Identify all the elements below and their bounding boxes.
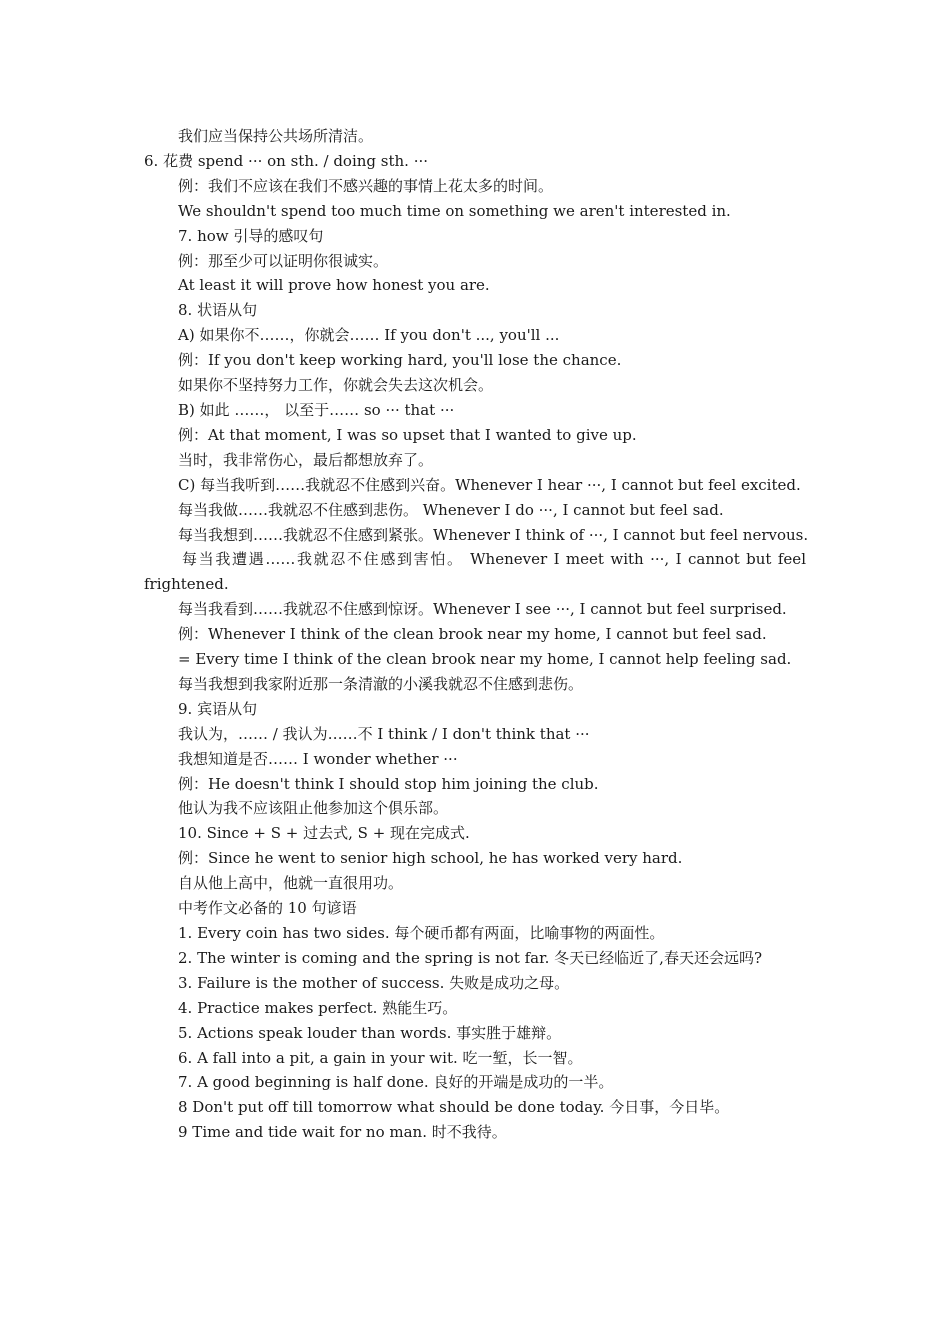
text-line: 每当我看到……我就忍不住感到惊讶。Whenever I see ···, I cannot but feel surprised.	[178, 600, 787, 619]
text-line: 6. 花费 spend ··· on sth. / doing sth. ···	[144, 151, 429, 170]
text-line: 6. A fall into a pit, a gain in your wit. 吃一堑，长一智。	[178, 1048, 583, 1067]
text-line: 3. Failure is the mother of success. 失败是成功之母。	[178, 973, 570, 992]
text-line: 我认为，…… / 我认为……不 I think / I don't think that ···	[178, 724, 590, 743]
text-line: 我们应当保持公共场所清洁。	[178, 127, 374, 145]
text-line: 9. 宾语从句	[178, 699, 258, 718]
text-line: 例：那至少可以证明你很诚实。	[178, 251, 389, 270]
text-line: 4. Practice makes perfect. 熟能生巧。	[178, 998, 458, 1017]
text-line: 8. 状语从句	[178, 301, 258, 320]
text-line: 7. A good beginning is half done. 良好的开端是成功的一半。	[178, 1073, 614, 1092]
text-line: 8 Don't put off till tomorrow what should be done today. 今日事，今日毕。	[178, 1098, 730, 1117]
text-line: 9 Time and tide wait for no man. 时不我待。	[178, 1123, 507, 1142]
text-line: At least it will prove how honest you are.	[178, 276, 490, 295]
text-line: 自从他上高中，他就一直很用功。	[178, 874, 404, 893]
text-line: 1. Every coin has two sides. 每个硬币都有两面，比喻事物的两面性。	[178, 924, 665, 942]
text-line: 例：Whenever I think of the clean brook near my home, I cannot but feel sad.	[178, 625, 767, 644]
text-line: 如果你不坚持努力工作，你就会失去这次机会。	[178, 376, 494, 395]
text-line: 每当我做……我就忍不住感到悲伤。 Whenever I do ···, I cannot but feel sad.	[178, 500, 724, 519]
text-line: C) 每当我听到……我就忍不住感到兴奋。Whenever I hear ···, I cannot but feel excited.	[178, 475, 801, 494]
text-line: 中考作文必备的 10 句谚语	[178, 899, 357, 918]
text-line: 2. The winter is coming and the spring is not far. 冬天已经临近了,春天还会远吗?	[178, 948, 762, 967]
text-line: 例：At that moment, I was so upset that I wanted to give up.	[178, 425, 637, 444]
text-line: B) 如此 ……， 以至于…… so ··· that ···	[178, 400, 455, 419]
text-line: 他认为我不应该阻止他参加这个俱乐部。	[178, 799, 449, 818]
text-line: = Every time I think of the clean brook near my home, I cannot help feeling sad.	[178, 650, 792, 669]
text-line: A) 如果你不……，你就会…… If you don't ..., you'll ...	[178, 326, 560, 345]
document-body	[144, 124, 809, 1145]
text-line: 我想知道是否…… I wonder whether ···	[178, 749, 458, 768]
text-line: 7. how 引导的感叹句	[178, 226, 324, 245]
text-line: 5. Actions speak louder than words. 事实胜于雄辩。	[178, 1023, 562, 1042]
text-line: 每当我遭遇……我就忍不住感到害怕。 Whenever I meet with ···, I cannot but feel frightened.	[144, 550, 806, 594]
text-line: We shouldn't spend too much time on something we aren't interested in.	[178, 201, 731, 220]
text-line: 例：He doesn't think I should stop him joining the club.	[178, 774, 599, 793]
text-line: 每当我想到我家附近那一条清澈的小溪我就忍不住感到悲伤。	[178, 674, 584, 693]
text-line: 例：我们不应该在我们不感兴趣的事情上花太多的时间。	[178, 176, 554, 195]
text-line: 每当我想到……我就忍不住感到紧张。Whenever I think of ···, I cannot but feel nervous.	[178, 525, 809, 544]
text-line: 例：If you don't keep working hard, you'll lose the chance.	[178, 351, 622, 370]
text-line: 当时，我非常伤心，最后都想放弃了。	[178, 450, 434, 469]
text-line: 例：Since he went to senior high school, he has worked very hard.	[178, 849, 683, 868]
text-line: 10. Since + S + 过去式, S + 现在完成式.	[178, 824, 470, 843]
